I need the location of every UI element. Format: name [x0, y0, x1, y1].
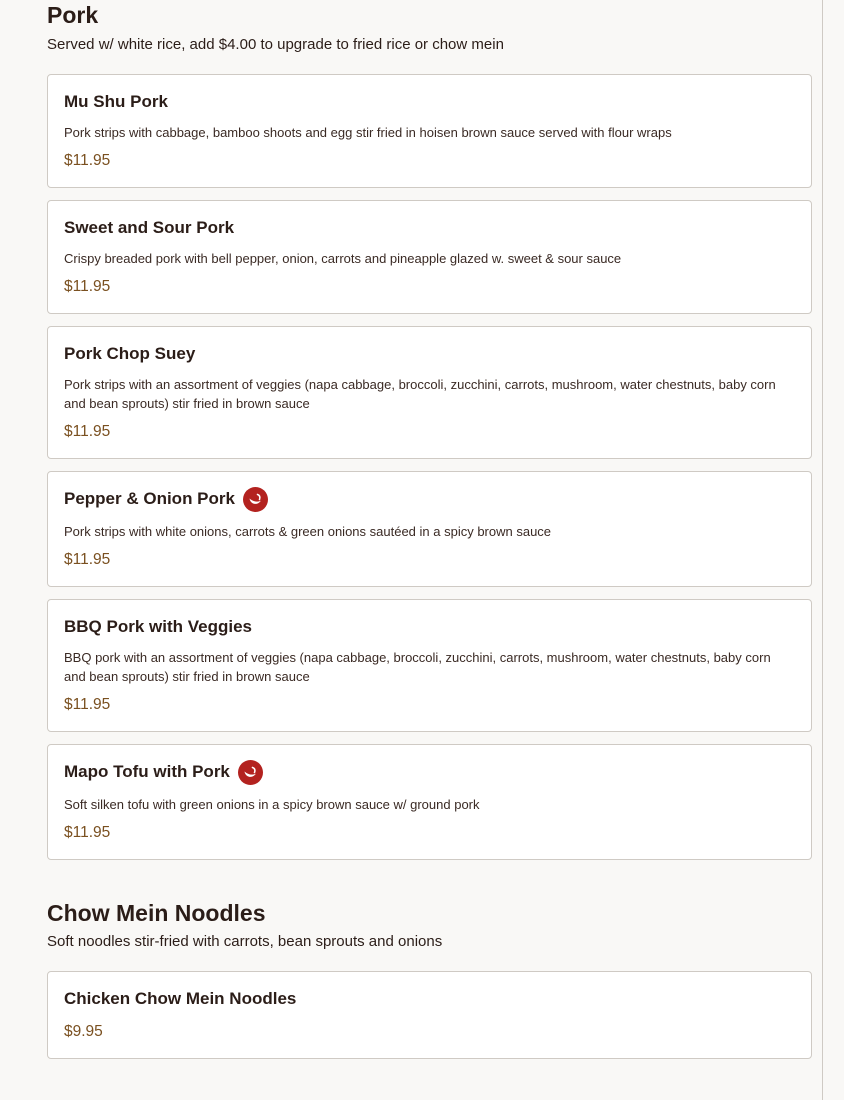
item-price: $11.95 [64, 696, 111, 713]
menu-section-pork [47, 0, 812, 860]
item-description: Pork strips with an assortment of veggies (napa cabbage, broccoli, zucchini, carrots, mushroom, water chestnuts, baby corn and bean sprouts) stir fried in brown sauce [64, 377, 776, 411]
item-header [64, 487, 795, 511]
menu-item-card[interactable] [47, 471, 812, 587]
item-description: Crispy breaded pork with bell pepper, onion, carrots and pineapple glazed w. sweet & sour sauce [64, 251, 622, 266]
menu-item-card[interactable] [47, 599, 812, 732]
item-price: $11.95 [64, 551, 111, 568]
menu-item-card[interactable] [47, 326, 812, 459]
menu-section-chow-mein-noodles [47, 898, 812, 1059]
item-name: Chicken Chow Mein Noodles [64, 989, 297, 1008]
section-description: Soft noodles stir-fried with carrots, bean sprouts and onions [47, 933, 443, 950]
menu-item-card[interactable] [47, 971, 812, 1059]
item-name: Mu Shu Pork [64, 92, 168, 111]
item-price: $9.95 [64, 1023, 103, 1040]
item-description: BBQ pork with an assortment of veggies (napa cabbage, broccoli, zucchini, carrots, mushroom, water chestnuts, baby corn and bean sprouts) stir fried in brown sauce [64, 650, 771, 684]
menu-item-card[interactable] [47, 744, 812, 860]
item-header [64, 342, 795, 366]
section-title: Chow Mein Noodles [47, 900, 266, 926]
item-header [64, 987, 795, 1011]
item-description: Pork strips with white onions, carrots & green onions sautéed in a spicy brown sauce [64, 524, 552, 539]
section-title: Pork [47, 2, 99, 28]
item-name: Pork Chop Suey [64, 344, 196, 363]
item-price: $11.95 [64, 152, 111, 169]
item-price: $11.95 [64, 423, 111, 440]
item-description: Pork strips with cabbage, bamboo shoots and egg stir fried in hoisen brown sauce served with flour wraps [64, 125, 672, 140]
item-name: Pepper & Onion Pork [64, 489, 235, 508]
item-header [64, 216, 795, 240]
section-description: Served w/ white rice, add $4.00 to upgrade to fried rice or chow mein [47, 36, 504, 53]
menu-item-card[interactable] [47, 74, 812, 188]
item-price: $11.95 [64, 278, 111, 295]
item-header [64, 90, 795, 114]
item-description: Soft silken tofu with green onions in a spicy brown sauce w/ ground pork [64, 797, 480, 812]
item-header [64, 615, 795, 639]
item-name: BBQ Pork with Veggies [64, 617, 252, 636]
item-name: Sweet and Sour Pork [64, 218, 235, 237]
page-divider [822, 0, 823, 1100]
menu-item-card[interactable] [47, 200, 812, 314]
chili-pepper-icon [238, 760, 263, 785]
menu-content [47, 0, 812, 1059]
chili-pepper-icon [243, 487, 268, 512]
item-header [64, 760, 795, 784]
item-name: Mapo Tofu with Pork [64, 762, 230, 781]
item-price: $11.95 [64, 824, 111, 841]
